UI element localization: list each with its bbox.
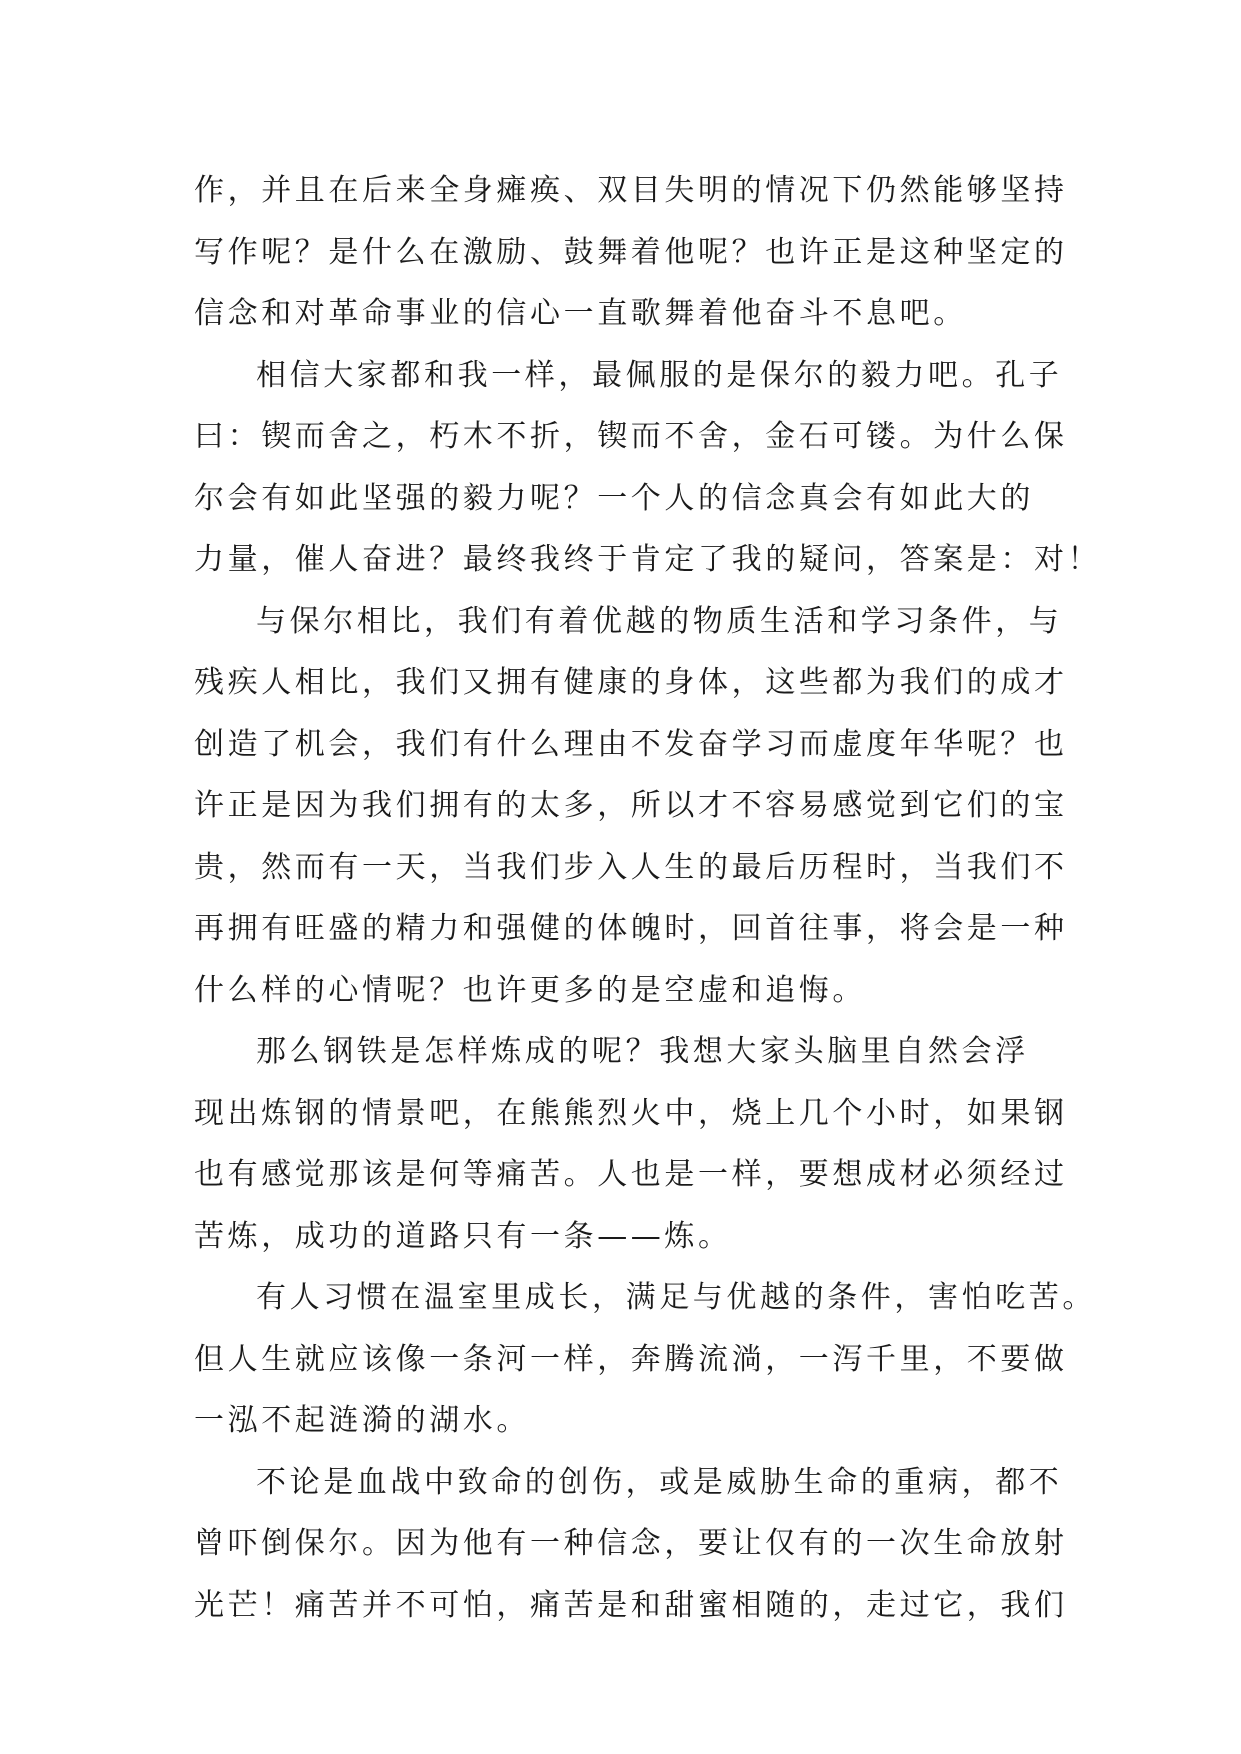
text-line: 尔会有如此坚强的毅力呢？一个人的信念真会有如此大的 xyxy=(194,480,1034,516)
text-line: 但人生就应该像一条河一样，奔腾流淌，一泻千里，不要做 xyxy=(194,1341,1068,1377)
document-body xyxy=(194,160,1102,1636)
text-line: 作，并且在后来全身瘫痪、双目失明的情况下仍然能够坚持 xyxy=(194,173,1068,208)
text-line: 力量，催人奋进？最终我终于肯定了我的疑问，答案是：对！ xyxy=(194,542,1102,577)
text-line: 曾吓倒保尔。因为他有一种信念，要让仅有的一次生命放射 xyxy=(194,1526,1068,1561)
paragraph-start-line: 相信大家都和我一样，最佩服的是保尔的毅力吧。孔子 xyxy=(256,357,1063,393)
paragraph-start-line: 那么钢铁是怎样炼成的呢？我想大家头脑里自然会浮 xyxy=(256,1034,1029,1069)
text-line: 一泓不起涟漪的湖水。 xyxy=(194,1403,530,1438)
text-line: 许正是因为我们拥有的太多，所以才不容易感觉到它们的宝 xyxy=(194,788,1068,823)
text-line: 曰：锲而舍之，朽木不折，锲而不舍，金石可镂。为什么保 xyxy=(194,419,1068,454)
paragraph-start-line: 与保尔相比，我们有着优越的物质生活和学习条件，与 xyxy=(256,603,1063,639)
text-line: 也有感觉那该是何等痛苦。人也是一样，要想成材必须经过 xyxy=(194,1157,1068,1192)
text-line: 再拥有旺盛的精力和强健的体魄时，回首往事，将会是一种 xyxy=(194,911,1068,946)
text-line: 创造了机会，我们有什么理由不发奋学习而虚度年华呢？也 xyxy=(194,726,1068,762)
text-line: 写作呢？是什么在激励、鼓舞着他呢？也许正是这种坚定的 xyxy=(194,234,1068,270)
text-line: 什么样的心情呢？也许更多的是空虚和追悔。 xyxy=(194,972,866,1008)
text-line: 残疾人相比，我们又拥有健康的身体，这些都为我们的成才 xyxy=(194,665,1068,700)
text-line: 苦炼，成功的道路只有一条——炼。 xyxy=(194,1218,732,1254)
paragraph-start-line: 不论是血战中致命的创伤，或是威胁生命的重病，都不 xyxy=(256,1464,1063,1500)
text-line: 贵，然而有一天，当我们步入人生的最后历程时，当我们不 xyxy=(194,849,1068,885)
paragraph-start-line: 有人习惯在温室里成长，满足与优越的条件，害怕吃苦。 xyxy=(256,1280,1096,1315)
text-line: 现出炼钢的情景吧，在熊熊烈火中，烧上几个小时，如果钢 xyxy=(194,1095,1068,1131)
text-line: 光芒！痛苦并不可怕，痛苦是和甜蜜相随的，走过它，我们 xyxy=(194,1587,1068,1623)
text-line: 信念和对革命事业的信心一直歌舞着他奋斗不息吧。 xyxy=(194,296,967,331)
